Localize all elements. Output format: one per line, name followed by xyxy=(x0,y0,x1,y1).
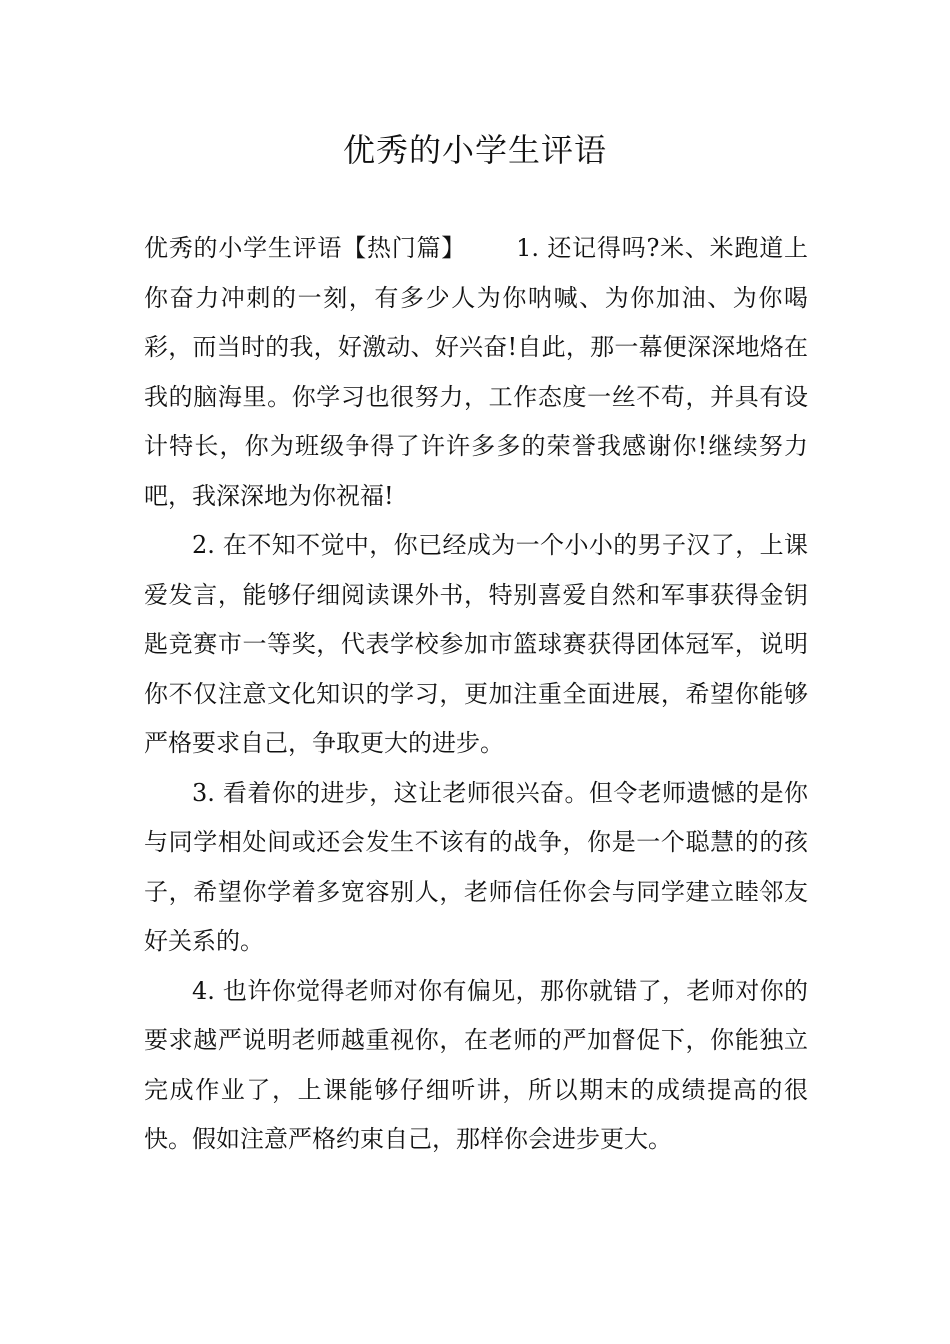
document-title: 优秀的小学生评语 xyxy=(342,131,607,169)
paragraph-3: 3. 看着你的进步，这让老师很兴奋。但令老师遗憾的是你与同学相处间或还会发生不该有的战争，你是一个聪慧的的孩子，希望你学着多宽容别人，老师信任你会与同学建立睦邻友好关系的。 xyxy=(144,778,808,955)
paragraph-1-text: 1. 还记得吗?米、米跑道上你奋力冲刺的一刻，有多少人为你呐喊、为你加油、为你喝彩，而当时的我，好激动、好兴奋!自此，那一幕便深深地烙在我的脑海里。你学习也很努力，工作态度一丝不苟，并具有设计特长，你为班级争得了许许多多的荣誉我感谢你!继续努力吧，我深深地为你祝福! xyxy=(144,234,808,510)
intro-heading: 优秀的小学生评语【热门篇】 xyxy=(144,234,467,262)
document-body xyxy=(144,224,808,1165)
paragraph-1 xyxy=(144,224,808,521)
paragraph-2: 2. 在不知不觉中，你已经成为一个小小的男子汉了，上课爱发言，能够仔细阅读课外书，特别喜爱自然和军事获得金钥匙竞赛市一等奖，代表学校参加市篮球赛获得团体冠军，说明你不仅注意文化知识的学习，更加注重全面进展，希望你能够严格要求自己，争取更大的进步。 xyxy=(144,531,808,757)
paragraph-4: 4. 也许你觉得老师对你有偏见，那你就错了，老师对你的要求越严说明老师越重视你，在老师的严加督促下，你能独立完成作业了，上课能够仔细听讲，所以期末的成绩提高的很快。假如注意严格约束自己，那样你会进步更大。 xyxy=(144,976,808,1153)
